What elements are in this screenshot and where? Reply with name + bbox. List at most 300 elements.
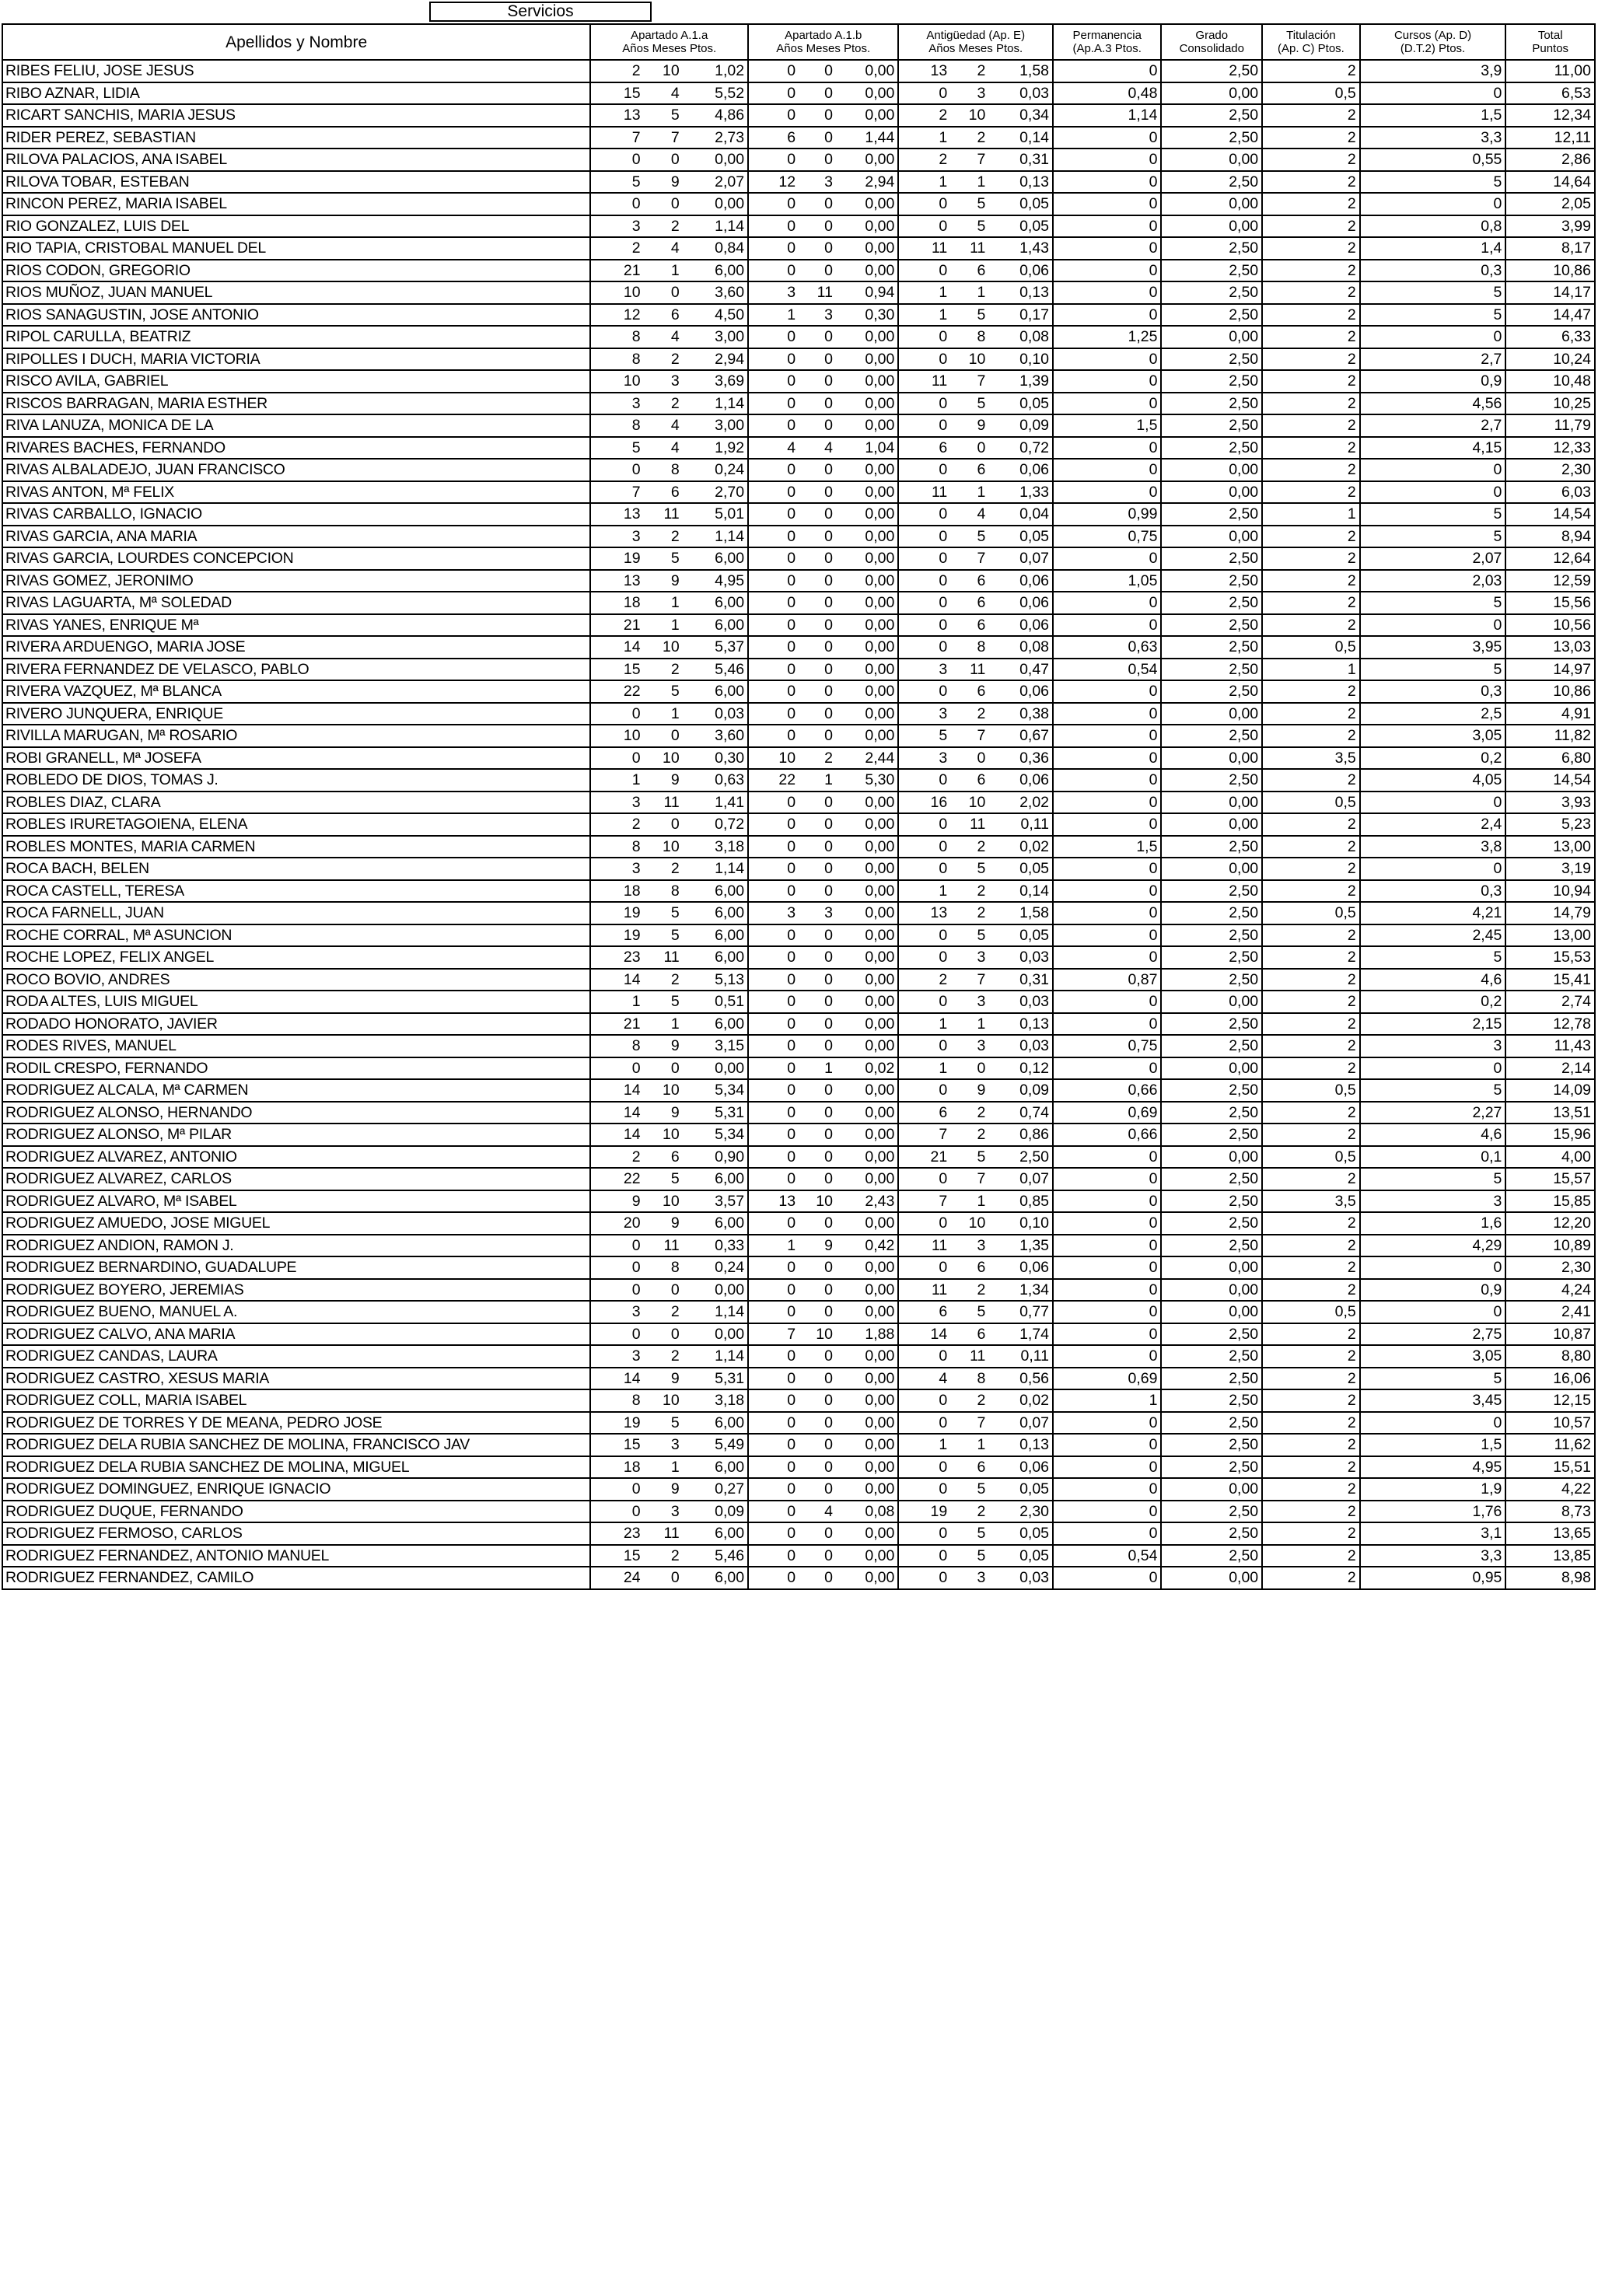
a1b-years: 0 <box>787 217 796 235</box>
antiguedad-years: 0 <box>939 527 948 545</box>
titulacion-points: 2 <box>1262 680 1360 703</box>
cell-a1a <box>590 104 748 127</box>
cell-a1b <box>748 880 898 903</box>
cursos-points: 2,45 <box>1360 924 1506 947</box>
a1b-points: 0,00 <box>865 660 895 678</box>
permanencia-points: 0 <box>1053 880 1161 903</box>
cell-a1a <box>590 570 748 592</box>
permanencia-points: 0,54 <box>1053 1545 1161 1567</box>
a1b-years: 0 <box>787 372 796 390</box>
antiguedad-points: 0,34 <box>1019 107 1050 124</box>
cell-a1a <box>590 149 748 171</box>
antiguedad-years: 13 <box>930 62 948 80</box>
cell-a1a <box>590 1545 748 1567</box>
permanencia-points: 0 <box>1053 991 1161 1013</box>
cursos-points: 0,1 <box>1360 1146 1506 1169</box>
a1a-years: 5 <box>631 173 641 190</box>
cell-a1b <box>748 614 898 637</box>
cell-a1a <box>590 1478 748 1501</box>
a1b-years: 0 <box>787 1059 796 1077</box>
antiguedad-years: 11 <box>931 1236 948 1254</box>
cursos-points: 0,3 <box>1360 880 1506 903</box>
a1a-points: 1,02 <box>715 62 745 80</box>
person-name: RIOS CODON, GREGORIO <box>2 260 590 282</box>
cell-a1a <box>590 82 748 105</box>
cursos-points: 3 <box>1360 1035 1506 1057</box>
total-points: 4,24 <box>1505 1279 1595 1302</box>
antiguedad-points: 0,05 <box>1019 926 1050 944</box>
cell-a1a <box>590 1102 748 1124</box>
a1a-months: 11 <box>663 793 680 811</box>
titulacion-points: 2 <box>1262 1368 1360 1390</box>
a1b-months: 0 <box>824 837 833 855</box>
a1a-years: 0 <box>631 151 641 169</box>
a1a-months: 4 <box>670 84 680 102</box>
cursos-points: 5 <box>1360 592 1506 614</box>
table-row <box>2 1079 1595 1102</box>
cell-a1a <box>590 792 748 814</box>
titulacion-points: 2 <box>1262 215 1360 238</box>
a1b-years: 0 <box>787 837 796 855</box>
cell-a1a <box>590 370 748 393</box>
a1a-years: 0 <box>631 1059 641 1077</box>
cell-a1a <box>590 1146 748 1169</box>
cell-antiguedad <box>898 570 1053 592</box>
total-points: 10,87 <box>1505 1323 1595 1346</box>
total-points: 12,78 <box>1505 1013 1595 1036</box>
person-name: RODRIGUEZ ALONSO, HERNANDO <box>2 1102 590 1124</box>
antiguedad-points: 0,03 <box>1019 84 1050 102</box>
permanencia-points: 0 <box>1053 348 1161 371</box>
cell-antiguedad <box>898 370 1053 393</box>
a1b-months: 0 <box>824 660 833 678</box>
cell-antiguedad <box>898 1256 1053 1279</box>
cell-a1a <box>590 503 748 526</box>
antiguedad-months: 2 <box>977 62 986 80</box>
a1b-points: 0,00 <box>865 107 895 124</box>
cursos-points: 0 <box>1360 1301 1506 1323</box>
a1b-years: 0 <box>787 394 796 412</box>
person-name: ROCO BOVIO, ANDRES <box>2 969 590 991</box>
total-points: 6,53 <box>1505 82 1595 105</box>
total-points: 11,43 <box>1505 1035 1595 1057</box>
cell-a1a <box>590 1057 748 1080</box>
antiguedad-months: 6 <box>977 1325 986 1343</box>
antiguedad-points: 0,06 <box>1019 571 1050 589</box>
a1b-points: 0,00 <box>865 683 895 701</box>
cell-antiguedad <box>898 725 1053 747</box>
table-row <box>2 991 1595 1013</box>
person-name: ROCA FARNELL, JUAN <box>2 902 590 924</box>
a1b-months: 0 <box>824 62 833 80</box>
titulacion-points: 2 <box>1262 370 1360 393</box>
col-header-grado: Grado Consolidado <box>1161 24 1262 60</box>
a1b-points: 1,88 <box>865 1325 895 1343</box>
a1b-months: 1 <box>824 771 833 789</box>
cell-a1b <box>748 902 898 924</box>
cell-a1b <box>748 592 898 614</box>
table-row <box>2 1146 1595 1169</box>
cell-a1a <box>590 60 748 82</box>
titulacion-points: 2 <box>1262 1323 1360 1346</box>
a1b-months: 0 <box>824 1525 833 1543</box>
titulacion-points: 2 <box>1262 813 1360 836</box>
antiguedad-years: 1 <box>939 306 948 323</box>
antiguedad-points: 0,05 <box>1019 860 1050 878</box>
cell-a1b <box>748 1389 898 1412</box>
cell-a1b <box>748 348 898 371</box>
cell-a1b <box>748 82 898 105</box>
cell-a1b <box>748 1545 898 1567</box>
grado-consolidado: 0,00 <box>1161 1567 1262 1589</box>
a1a-months: 5 <box>670 993 680 1011</box>
grado-consolidado: 2,50 <box>1161 725 1262 747</box>
cursos-points: 2,03 <box>1360 570 1506 592</box>
cell-antiguedad <box>898 1013 1053 1036</box>
table-row <box>2 82 1595 105</box>
person-name: RODRIGUEZ CALVO, ANA MARIA <box>2 1323 590 1346</box>
a1a-months: 9 <box>670 771 680 789</box>
table-row <box>2 946 1595 969</box>
titulacion-points: 1 <box>1262 659 1360 681</box>
person-name: RIO TAPIA, CRISTOBAL MANUEL DEL <box>2 237 590 260</box>
antiguedad-years: 2 <box>939 970 948 988</box>
antiguedad-years: 0 <box>939 1546 948 1564</box>
a1a-points: 6,00 <box>715 550 745 568</box>
person-name: RIO GONZALEZ, LUIS DEL <box>2 215 590 238</box>
a1a-months: 8 <box>670 882 680 900</box>
a1b-years: 0 <box>787 1303 796 1321</box>
cell-a1a <box>590 1323 748 1346</box>
a1a-points: 6,00 <box>715 261 745 279</box>
table-row <box>2 393 1595 415</box>
a1a-points: 3,60 <box>715 284 745 302</box>
a1a-months: 8 <box>670 461 680 479</box>
a1b-months: 0 <box>824 1103 833 1121</box>
titulacion-points: 2 <box>1262 1434 1360 1456</box>
cell-antiguedad <box>898 769 1053 792</box>
permanencia-points: 0 <box>1053 1434 1161 1456</box>
antiguedad-months: 5 <box>977 1546 986 1564</box>
cell-antiguedad <box>898 481 1053 504</box>
a1a-years: 14 <box>623 1082 641 1099</box>
permanencia-points: 0 <box>1053 1190 1161 1213</box>
antiguedad-months: 1 <box>977 1436 986 1454</box>
cell-a1a <box>590 769 748 792</box>
titulacion-points: 2 <box>1262 414 1360 437</box>
cell-antiguedad <box>898 659 1053 681</box>
a1a-points: 6,00 <box>715 683 745 701</box>
table-row <box>2 1035 1595 1057</box>
cell-a1a <box>590 680 748 703</box>
a1b-months: 0 <box>824 461 833 479</box>
cell-a1a <box>590 1256 748 1279</box>
cell-a1b <box>748 769 898 792</box>
a1a-months: 2 <box>670 860 680 878</box>
antiguedad-years: 11 <box>931 483 948 501</box>
total-points: 8,80 <box>1505 1345 1595 1368</box>
person-name: RILOVA PALACIOS, ANA ISABEL <box>2 149 590 171</box>
cell-a1a <box>590 1456 748 1479</box>
cell-a1a <box>590 171 748 194</box>
a1b-months: 0 <box>824 1259 833 1277</box>
total-points: 12,34 <box>1505 104 1595 127</box>
cell-antiguedad <box>898 636 1053 659</box>
cell-antiguedad <box>898 1212 1053 1235</box>
a1b-months: 0 <box>824 1569 833 1587</box>
person-name: RODRIGUEZ DUQUE, FERNANDO <box>2 1501 590 1523</box>
titulacion-points: 0,5 <box>1262 902 1360 924</box>
total-points: 14,09 <box>1505 1079 1595 1102</box>
grado-consolidado: 0,00 <box>1161 747 1262 770</box>
cell-a1b <box>748 1256 898 1279</box>
a1b-points: 0,08 <box>865 1502 895 1520</box>
a1b-points: 5,30 <box>865 771 895 789</box>
a1a-years: 0 <box>631 1259 641 1277</box>
a1a-points: 5,34 <box>715 1126 745 1144</box>
titulacion-points: 2 <box>1262 237 1360 260</box>
cell-antiguedad <box>898 1345 1053 1368</box>
grado-consolidado: 0,00 <box>1161 813 1262 836</box>
total-points: 3,93 <box>1505 792 1595 814</box>
grado-consolidado: 0,00 <box>1161 1146 1262 1169</box>
cursos-points: 0 <box>1360 193 1506 215</box>
cell-a1b <box>748 1079 898 1102</box>
a1a-years: 0 <box>631 749 641 767</box>
antiguedad-points: 0,11 <box>1020 1347 1050 1365</box>
a1a-years: 2 <box>631 62 641 80</box>
a1a-months: 10 <box>663 749 680 767</box>
titulacion-points: 2 <box>1262 858 1360 880</box>
a1a-points: 3,18 <box>715 837 745 855</box>
antiguedad-months: 5 <box>977 394 986 412</box>
cell-a1b <box>748 1345 898 1368</box>
a1b-months: 0 <box>824 993 833 1011</box>
cursos-points: 3,1 <box>1360 1522 1506 1545</box>
a1a-months: 9 <box>670 1103 680 1121</box>
antiguedad-months: 8 <box>977 328 986 346</box>
permanencia-points: 0 <box>1053 1057 1161 1080</box>
grado-consolidado: 2,50 <box>1161 1345 1262 1368</box>
antiguedad-years: 0 <box>939 837 948 855</box>
grado-consolidado: 2,50 <box>1161 570 1262 592</box>
a1b-points: 0,94 <box>865 284 895 302</box>
a1a-points: 1,14 <box>715 1347 745 1365</box>
antiguedad-years: 3 <box>939 749 948 767</box>
antiguedad-points: 0,10 <box>1019 1214 1050 1232</box>
antiguedad-points: 1,58 <box>1019 904 1050 922</box>
grado-consolidado: 2,50 <box>1161 393 1262 415</box>
a1a-months: 0 <box>670 727 680 745</box>
a1a-years: 14 <box>623 1126 641 1144</box>
a1b-years: 0 <box>787 1546 796 1564</box>
table-row <box>2 1368 1595 1390</box>
a1b-points: 0,00 <box>865 483 895 501</box>
titulacion-points: 0,5 <box>1262 1146 1360 1169</box>
titulacion-points: 2 <box>1262 1389 1360 1412</box>
grado-consolidado: 2,50 <box>1161 902 1262 924</box>
cell-a1a <box>590 215 748 238</box>
antiguedad-years: 0 <box>939 505 948 523</box>
cell-antiguedad <box>898 1235 1053 1257</box>
a1a-years: 15 <box>623 660 641 678</box>
a1a-points: 6,00 <box>715 949 745 966</box>
a1b-years: 0 <box>787 1148 796 1165</box>
antiguedad-years: 0 <box>939 1569 948 1587</box>
antiguedad-years: 0 <box>939 816 948 833</box>
a1a-months: 5 <box>670 107 680 124</box>
grado-consolidado: 2,50 <box>1161 1035 1262 1057</box>
total-points: 10,24 <box>1505 348 1595 371</box>
grado-consolidado: 2,50 <box>1161 1434 1262 1456</box>
a1b-points: 0,00 <box>865 1546 895 1564</box>
a1b-years: 10 <box>778 749 796 767</box>
antiguedad-years: 11 <box>931 1281 948 1298</box>
cursos-points: 2,5 <box>1360 703 1506 725</box>
total-points: 10,57 <box>1505 1412 1595 1435</box>
a1a-points: 5,31 <box>715 1103 745 1121</box>
cursos-points: 5 <box>1360 1079 1506 1102</box>
cursos-points: 0,8 <box>1360 215 1506 238</box>
permanencia-points: 0 <box>1053 902 1161 924</box>
a1a-years: 8 <box>631 417 641 435</box>
a1a-points: 6,00 <box>715 882 745 900</box>
cell-a1b <box>748 281 898 304</box>
table-row <box>2 813 1595 836</box>
a1b-months: 0 <box>824 1546 833 1564</box>
a1a-years: 15 <box>623 1436 641 1454</box>
a1b-years: 0 <box>787 704 796 722</box>
a1a-months: 2 <box>670 217 680 235</box>
a1b-points: 0,00 <box>865 1458 895 1476</box>
grado-consolidado: 2,50 <box>1161 370 1262 393</box>
a1b-years: 13 <box>778 1192 796 1210</box>
table-row <box>2 104 1595 127</box>
antiguedad-months: 6 <box>977 616 986 634</box>
cell-a1a <box>590 1079 748 1102</box>
cell-a1a <box>590 880 748 903</box>
table-row <box>2 370 1595 393</box>
antiguedad-months: 10 <box>968 793 986 811</box>
cell-a1b <box>748 304 898 327</box>
grado-consolidado: 2,50 <box>1161 1368 1262 1390</box>
titulacion-points: 2 <box>1262 880 1360 903</box>
a1b-months: 0 <box>824 1436 833 1454</box>
a1b-points: 0,00 <box>865 837 895 855</box>
permanencia-points: 0 <box>1053 1478 1161 1501</box>
antiguedad-points: 1,74 <box>1019 1325 1050 1343</box>
total-points: 3,19 <box>1505 858 1595 880</box>
a1a-months: 10 <box>663 1126 680 1144</box>
antiguedad-months: 3 <box>977 993 986 1011</box>
a1a-points: 3,18 <box>715 1392 745 1410</box>
a1a-points: 6,00 <box>715 594 745 612</box>
cell-a1b <box>748 1368 898 1390</box>
a1a-years: 3 <box>631 860 641 878</box>
person-name: RIVERA ARDUENGO, MARIA JOSE <box>2 636 590 659</box>
a1b-months: 0 <box>824 594 833 612</box>
a1b-years: 0 <box>787 483 796 501</box>
person-name: RIPOLLES I DUCH, MARIA VICTORIA <box>2 348 590 371</box>
a1b-months: 0 <box>824 261 833 279</box>
cell-antiguedad <box>898 902 1053 924</box>
a1b-months: 3 <box>824 173 833 190</box>
a1a-points: 0,09 <box>715 1502 745 1520</box>
cell-antiguedad <box>898 1190 1053 1213</box>
a1b-years: 0 <box>787 1037 796 1055</box>
cell-a1a <box>590 1345 748 1368</box>
a1b-months: 0 <box>824 949 833 966</box>
a1b-points: 0,00 <box>865 1148 895 1165</box>
total-points: 8,17 <box>1505 237 1595 260</box>
cell-antiguedad <box>898 1057 1053 1080</box>
antiguedad-points: 0,07 <box>1019 550 1050 568</box>
titulacion-points: 2 <box>1262 1124 1360 1146</box>
grado-consolidado: 2,50 <box>1161 1124 1262 1146</box>
a1b-points: 0,00 <box>865 84 895 102</box>
permanencia-points: 1 <box>1053 1389 1161 1412</box>
cell-a1b <box>748 437 898 460</box>
a1a-years: 1 <box>631 993 641 1011</box>
cursos-points: 0,2 <box>1360 747 1506 770</box>
a1b-months: 0 <box>824 616 833 634</box>
antiguedad-points: 0,06 <box>1019 771 1050 789</box>
table-row <box>2 1567 1595 1589</box>
antiguedad-months: 10 <box>968 1214 986 1232</box>
antiguedad-points: 0,02 <box>1019 1392 1050 1410</box>
antiguedad-points: 0,08 <box>1019 638 1050 656</box>
antiguedad-months: 5 <box>977 860 986 878</box>
a1b-points: 2,43 <box>865 1192 895 1210</box>
grado-consolidado: 0,00 <box>1161 459 1262 481</box>
a1b-months: 9 <box>824 1236 833 1254</box>
permanencia-points: 0,75 <box>1053 526 1161 548</box>
a1b-years: 1 <box>787 1236 796 1254</box>
a1a-points: 4,95 <box>715 571 745 589</box>
titulacion-points: 2 <box>1262 1057 1360 1080</box>
total-points: 14,17 <box>1505 281 1595 304</box>
a1b-years: 0 <box>787 461 796 479</box>
cursos-points: 2,4 <box>1360 813 1506 836</box>
person-name: RODA ALTES, LUIS MIGUEL <box>2 991 590 1013</box>
antiguedad-years: 0 <box>939 1458 948 1476</box>
a1b-months: 0 <box>824 394 833 412</box>
antiguedad-years: 0 <box>939 328 948 346</box>
titulacion-points: 2 <box>1262 1235 1360 1257</box>
a1b-years: 0 <box>787 683 796 701</box>
a1a-years: 8 <box>631 1037 641 1055</box>
grado-consolidado: 2,50 <box>1161 1522 1262 1545</box>
a1a-points: 5,31 <box>715 1369 745 1387</box>
a1a-years: 13 <box>623 107 641 124</box>
a1b-points: 0,30 <box>865 306 895 323</box>
antiguedad-years: 0 <box>939 1082 948 1099</box>
grado-consolidado: 2,50 <box>1161 1212 1262 1235</box>
cell-a1b <box>748 747 898 770</box>
a1b-months: 4 <box>824 1502 833 1520</box>
cell-a1a <box>590 414 748 437</box>
a1b-months: 0 <box>824 1347 833 1365</box>
table-row <box>2 769 1595 792</box>
cursos-points: 4,95 <box>1360 1456 1506 1479</box>
antiguedad-months: 9 <box>977 417 986 435</box>
a1a-years: 3 <box>631 394 641 412</box>
cursos-points: 0,3 <box>1360 680 1506 703</box>
cell-a1b <box>748 149 898 171</box>
person-name: RIBO AZNAR, LIDIA <box>2 82 590 105</box>
a1b-months: 0 <box>824 1369 833 1387</box>
cursos-points: 0 <box>1360 459 1506 481</box>
